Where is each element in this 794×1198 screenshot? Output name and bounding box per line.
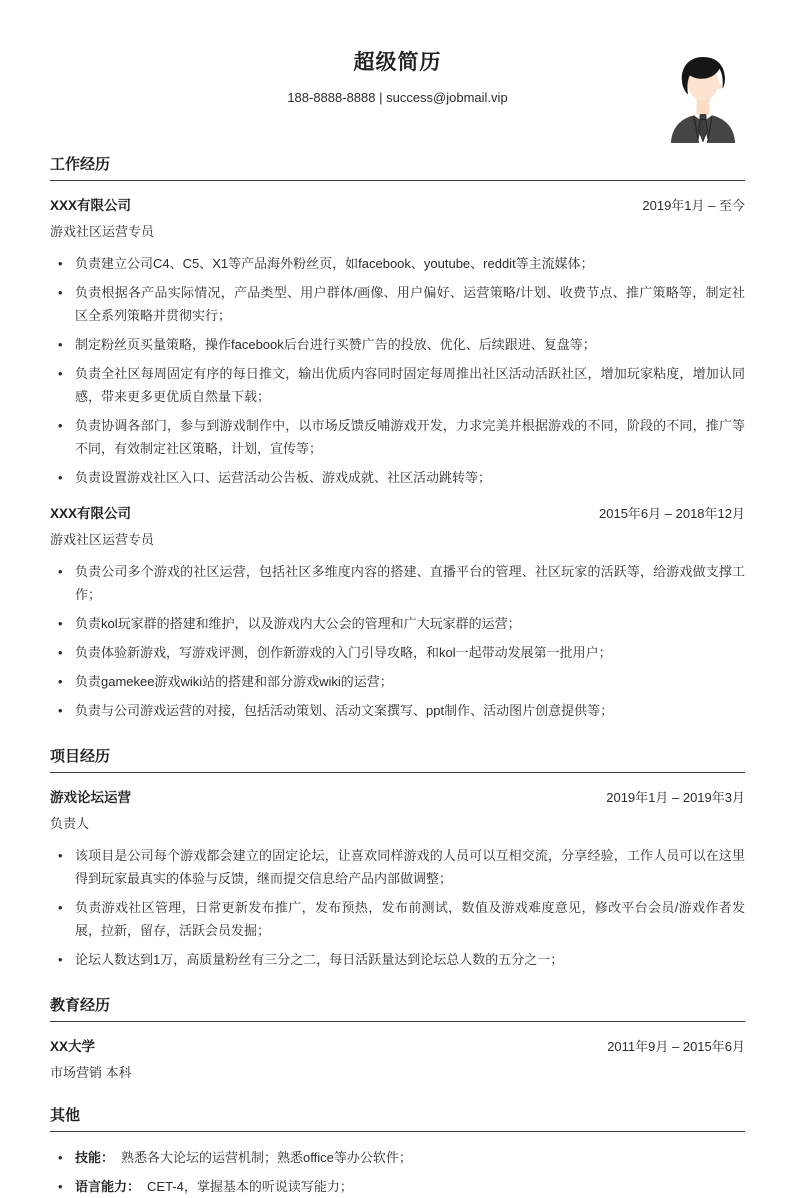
bullet-text: 负责协调各部门，参与到游戏制作中，以市场反馈反哺游戏开发，力求完美并根据游戏的不同，阶段的不同，推广等不同，有效制定社区策略，计划，宣传等； <box>75 418 745 456</box>
entry-role: 游戏社区运营专员 <box>50 224 155 239</box>
bullet-item <box>50 1175 745 1198</box>
entry-role: 游戏社区运营专员 <box>50 532 155 547</box>
section-project <box>50 748 745 971</box>
bullet-item <box>50 612 745 635</box>
bullet-text: 负责全社区每周固定有序的每日推文，输出优质内容同时固定每周推出社区活动活跃社区，增加玩家粘度，增加认同感，带来更多更优质自然量下载； <box>75 366 745 404</box>
entry-date: 2015年6月 – 2018年12月 <box>599 506 745 521</box>
bullet-text: 负责与公司游戏运营的对接，包括活动策划、活动文案撰写、ppt制作、活动图片创意提供等； <box>75 703 614 718</box>
bullet-item <box>50 641 745 664</box>
section-other <box>50 1107 745 1198</box>
bullet-item <box>50 281 745 327</box>
entry-role: 市场营销 本科 <box>50 1065 132 1080</box>
bullet-text: 制定粉丝页买量策略，操作facebook后台进行买赞广告的投放、优化、后续跟进、复盘等； <box>75 337 596 352</box>
entry <box>50 786 745 971</box>
section-body <box>50 1035 745 1081</box>
bullet-item <box>50 466 745 489</box>
entry <box>50 502 745 722</box>
entry-header <box>50 194 745 214</box>
bullet-text: 熟悉各大论坛的运营机制；熟悉office等办公软件； <box>121 1150 412 1165</box>
bullet-list <box>50 844 745 971</box>
section-body <box>50 786 745 971</box>
entry-header <box>50 1035 745 1055</box>
section-heading: 工作经历 <box>50 156 745 181</box>
bullet-text: 负责游戏社区管理，日常更新发布推广，发布预热，发布前测试，数值及游戏难度意见，修改平台会员/游戏作者发展，拉新，留存，活跃会员发掘； <box>75 900 745 938</box>
bullet-item <box>50 699 745 722</box>
section-body <box>50 194 745 722</box>
bullet-text: 负责公司多个游戏的社区运营，包括社区多维度内容的搭建、直播平台的管理、社区玩家的活跃等，给游戏做支撑工作； <box>75 564 745 602</box>
bullet-label: 语言能力： <box>75 1179 141 1194</box>
bullet-text: 该项目是公司每个游戏都会建立的固定论坛，让喜欢同样游戏的人员可以互相交流，分享经验，工作人员可以在这里得到玩家最真实的体验与反馈，继而提交信息给产品内部做调整； <box>75 848 745 886</box>
bullet-item <box>50 252 745 275</box>
section-heading: 其他 <box>50 1107 745 1132</box>
bullet-item <box>50 414 745 460</box>
entry <box>50 1146 745 1198</box>
entry-date: 2019年1月 – 至今 <box>642 198 745 213</box>
entry-header <box>50 786 745 806</box>
avatar <box>668 55 738 143</box>
entry-title: XX大学 <box>50 1039 96 1054</box>
resume-title: 超级简历 <box>353 51 442 74</box>
bullet-item <box>50 560 745 606</box>
bullet-item <box>50 362 745 408</box>
bullet-list <box>50 560 745 722</box>
entry-title: XXX有限公司 <box>50 506 132 521</box>
bullet-text: 负责建立公司C4、C5、X1等产品海外粉丝页，如facebook、youtube、reddit等主流媒体； <box>75 256 594 271</box>
entry-title: XXX有限公司 <box>50 198 132 213</box>
bullet-text: 负责体验新游戏，写游戏评测，创作新游戏的入门引导攻略，和kol一起带动发展第一批用户； <box>75 645 612 660</box>
bullet-item <box>50 1146 745 1169</box>
bullet-text: 负责gamekee游戏wiki站的搭建和部分游戏wiki的运营； <box>75 674 393 689</box>
bullet-text: 负责设置游戏社区入口、运营活动公告板、游戏成就、社区活动跳转等； <box>75 470 492 485</box>
resume-body <box>50 156 745 1198</box>
entry-date: 2019年1月 – 2019年3月 <box>606 790 745 805</box>
contact-line: 188-8888-8888 | success@jobmail.vip <box>287 90 508 105</box>
section-heading: 教育经历 <box>50 997 745 1022</box>
bullet-item <box>50 896 745 942</box>
entry-title: 游戏论坛运营 <box>50 790 131 805</box>
bullet-label: 技能： <box>75 1150 115 1165</box>
bullet-list <box>50 1146 745 1198</box>
bullet-item <box>50 844 745 890</box>
bullet-list <box>50 252 745 489</box>
section-heading: 项目经历 <box>50 748 745 773</box>
entry-role: 负责人 <box>50 816 90 831</box>
entry <box>50 1035 745 1081</box>
bullet-text: CET-4，掌握基本的听说读写能力； <box>147 1179 353 1194</box>
section-work <box>50 156 745 722</box>
resume-header <box>50 52 745 105</box>
male-avatar-icon <box>668 55 738 143</box>
bullet-item <box>50 333 745 356</box>
entry-header <box>50 502 745 522</box>
bullet-text: 论坛人数达到1万，高质量粉丝有三分之二，每日活跃量达到论坛总人数的五分之一； <box>75 952 564 967</box>
bullet-text: 负责根据各产品实际情况，产品类型、用户群体/画像、用户偏好、运营策略/计划、收费节点、推广策略等，制定社区全系列策略并贯彻实行； <box>75 285 745 323</box>
bullet-text: 负责kol玩家群的搭建和维护，以及游戏内大公会的管理和广大玩家群的运营； <box>75 616 521 631</box>
bullet-item <box>50 948 745 971</box>
entry-date: 2011年9月 – 2015年6月 <box>607 1039 745 1054</box>
section-education <box>50 997 745 1081</box>
bullet-item <box>50 670 745 693</box>
section-body <box>50 1146 745 1198</box>
entry <box>50 194 745 489</box>
